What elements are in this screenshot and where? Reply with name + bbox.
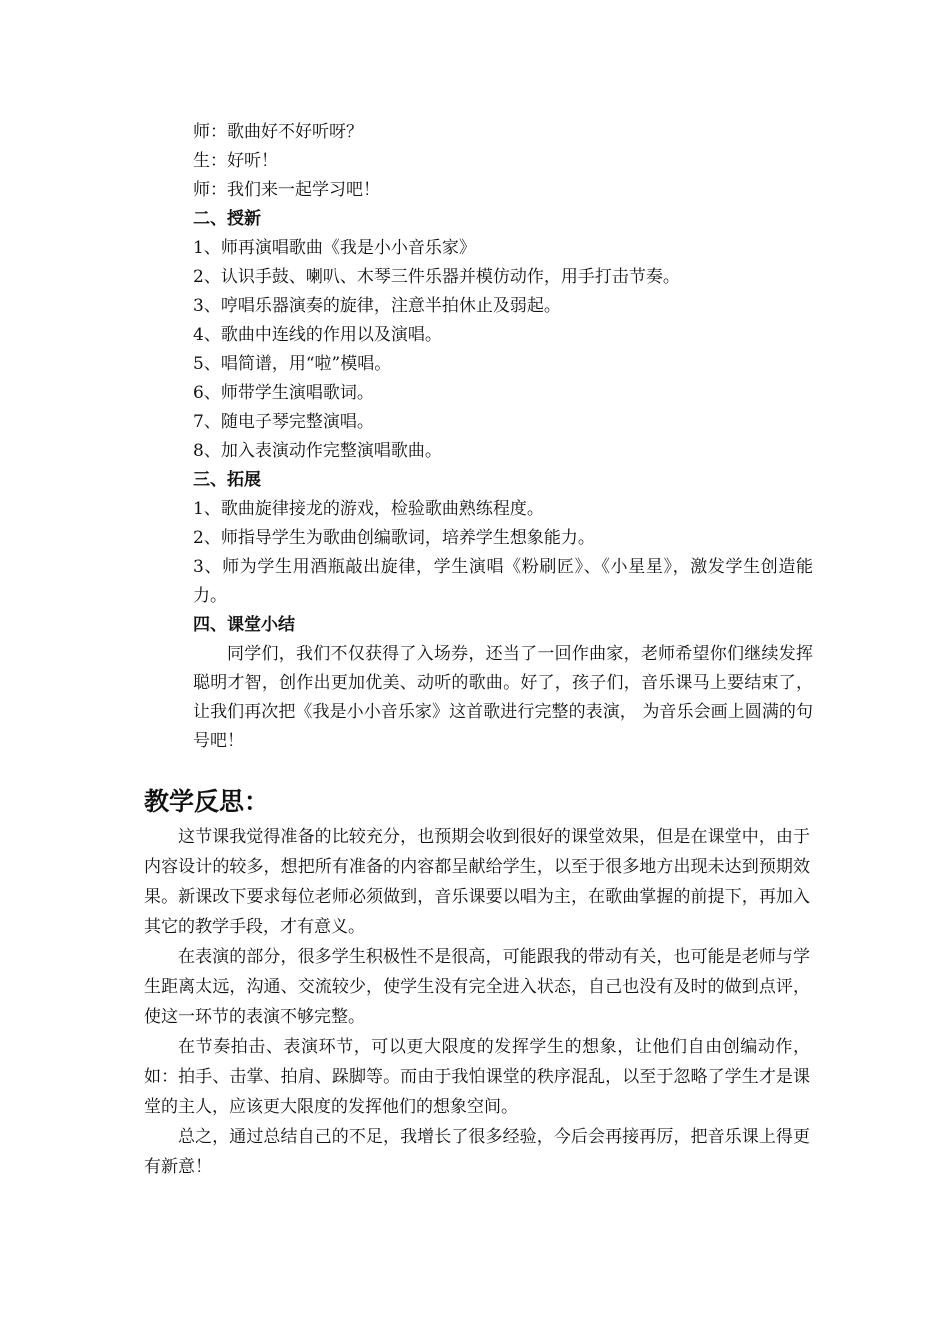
- list-item: 3、哼唱乐器演奏的旋律，注意半拍休止及弱起。: [193, 296, 561, 316]
- summary-paragraph: 同学们，我们不仅获得了入场券，还当了一回作曲家，老师希望你们继续发挥聪明才智，创作出更加优美、动听的歌曲。好了，孩子们，音乐课马上要结束了，让我们再次把《我是小小音乐家》这首歌进行完整的表演， 为音乐会画上圆满的句号吧！: [193, 644, 813, 751]
- lesson-body: [193, 118, 813, 756]
- list-item: 6、师带学生演唱歌词。: [193, 383, 374, 403]
- list-item: 1、歌曲旋律接龙的游戏，检验歌曲熟练程度。: [193, 499, 544, 519]
- dialogue-line: 师：歌曲好不好听呀？: [193, 122, 363, 142]
- list-item: 2、师指导学生为歌曲创编歌词，培养学生想象能力。: [193, 528, 595, 548]
- list-item: 5、唱简谱，用“啦”模唱。: [193, 354, 392, 374]
- list-item: 8、加入表演动作完整演唱歌曲。: [193, 441, 442, 461]
- reflection-body: [144, 822, 810, 1182]
- reflection-paragraph: 这节课我觉得准备的比较充分，也预期会收到很好的课堂效果，但是在课堂中，由于内容设计的较多，想把所有准备的内容都呈献给学生，以至于很多地方出现未达到预期效果。新课改下要求每位老师必须做到，音乐课要以唱为主，在歌曲掌握的前提下，再加入其它的教学手段，才有意义。: [144, 827, 810, 937]
- reflection-paragraph: 在节奏拍击、表演环节，可以更大限度的发挥学生的想象，让他们自由创编动作，如：拍手、击掌、拍肩、跺脚等。而由于我怕课堂的秩序混乱，以至于忽略了学生才是课堂的主人，应该更大限度的发挥他们的想象空间。: [144, 1037, 810, 1117]
- list-item: 7、随电子琴完整演唱。: [193, 412, 374, 432]
- section-heading-summary: 四、课堂小结: [193, 615, 295, 635]
- section-heading-teaching: 二、授新: [193, 209, 261, 229]
- reflection-paragraph: 总之，通过总结自己的不足，我增长了很多经验，今后会再接再厉，把音乐课上得更有新意！: [144, 1127, 810, 1177]
- reflection-title: 教学反思：: [144, 787, 270, 816]
- dialogue-line: 师：我们来一起学习吧！: [193, 180, 380, 200]
- section-heading-extension: 三、拓展: [193, 470, 261, 490]
- list-item: 3、师为学生用酒瓶敲出旋律，学生演唱《粉刷匠》、《小星星》，激发学生创造能力。: [193, 557, 813, 606]
- list-item: 1、师再演唱歌曲《我是小小音乐家》: [193, 238, 476, 258]
- list-item: 2、认识手鼓、喇叭、木琴三件乐器并模仿动作，用手打击节奏。: [193, 267, 680, 287]
- reflection-paragraph: 在表演的部分，很多学生积极性不是很高，可能跟我的带动有关，也可能是老师与学生距离太远，沟通、交流较少，使学生没有完全进入状态，自己也没有及时的做到点评，使这一环节的表演不够完整。: [144, 947, 810, 1027]
- dialogue-line: 生：好听！: [193, 151, 278, 171]
- list-item: 4、歌曲中连线的作用以及演唱。: [193, 325, 442, 345]
